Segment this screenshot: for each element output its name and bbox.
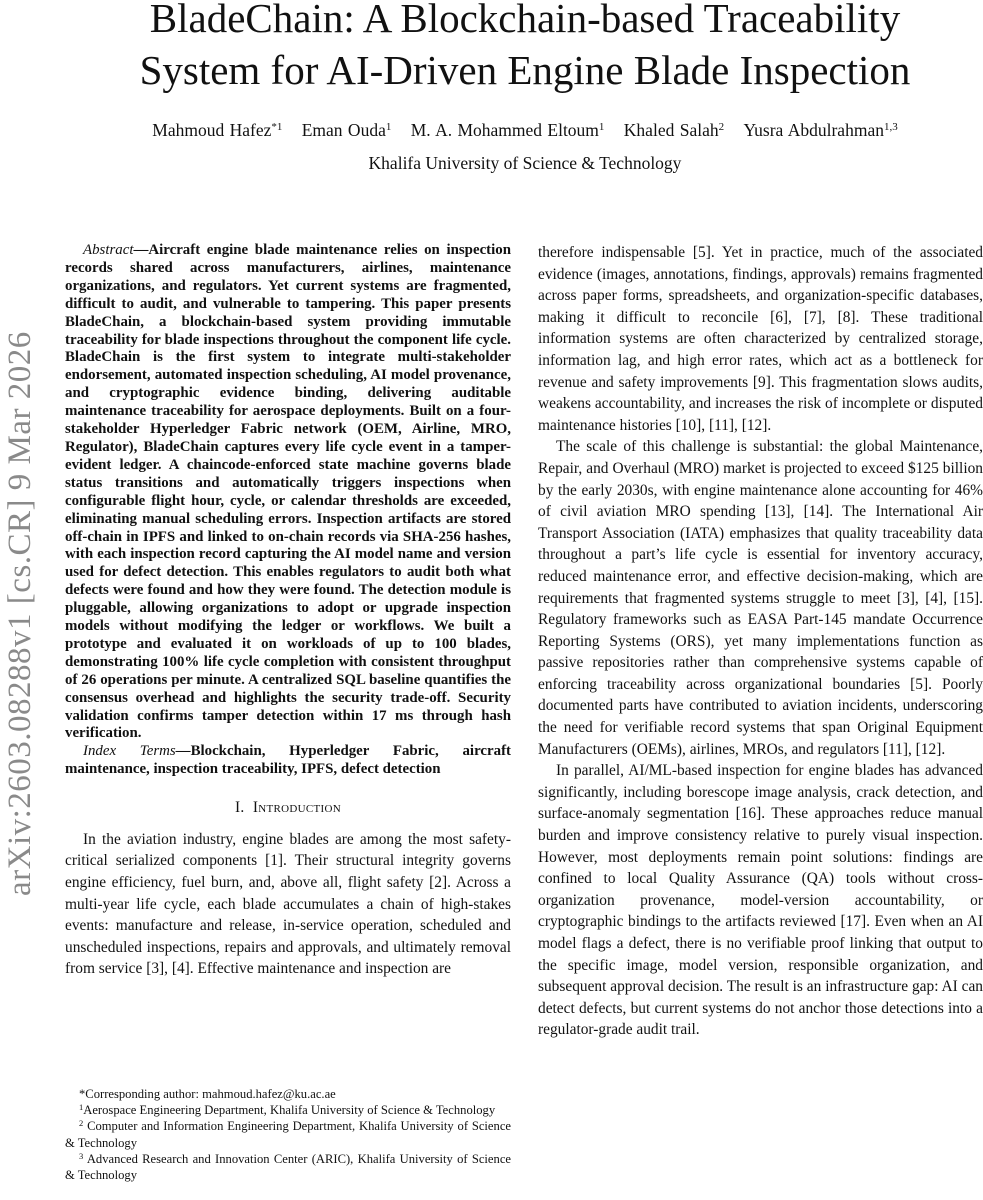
paragraph: therefore indispensable [5]. Yet in practice, much of the associated evidence (images, annotations, findings, approvals) remains fragmented across paper forms, spreadsheets, and organization-specific databases, making it difficult to reconcile [6], [7], [8]. These traditional information systems are often characterized by centralized storage, information lag, and high error rates, which act as a bottleneck for revenue and safety improvements [9]. This fragmentation slows audits, weakens accountability, and increases the risk of incomplete or disputed maintenance histories [10], [11], [12]. (538, 244, 983, 434)
index-terms: Index Terms—Blockchain, Hyperledger Fabric, aircraft maintenance, inspection traceability, IPFS, defect detection (65, 743, 511, 778)
footnote: $^1$Aerospace Engineering Department, Khalifa University of Science & Technology (79, 1102, 496, 1118)
abstract-text: Aircraft engine blade maintenance relies on inspection records shared across manufacturers, airlines, maintenance organizations, and regulators. Yet current systems are fragmented, difficult to audit, and vulnerable to tampering. This paper presents BladeChain, a blockchain-based system providing immutable traceability for blade inspections throughout the component life cycle. BladeChain is the first system to integrate multi-stakeholder endorsement, automated inspection scheduling, AI model provenance, and cryptographic evidence binding, delivering auditable maintenance traceability for aerospace deployments. Built on a four-stakeholder Hyperledger Fabric network (OEM, Airline, MRO, Regulator), BladeChain captures every life cycle event in a tamper-evident ledger. A chaincode-enforced state machine governs blade status transitions and automatically triggers inspections when configurable flight hour, cycle, or calendar thresholds are exceeded, eliminating manual scheduling errors. Inspection artifacts are stored off-chain in IPFS and linked to on-chain records via SHA-256 hashes, with each inspection record capturing the AI model name and version used for defect detection. This enables regulators to audit both what defects were found and how they were found. The detection module is pluggable, allowing organizations to adopt or upgrade inspection models without modifying the ledger or workflows. We built a prototype and evaluated it on workloads of up to 100 blades, demonstrating 100% life cycle completion with consistent throughput of 26 operations per minute. A centralized SQL baseline quantifies the consensus overhead and highlights the security trade-off. Security validation confirms tamper detection within 17 ms through hash verification. (65, 242, 511, 742)
affiliation: Khalifa University of Science & Technology (368, 153, 682, 173)
section-heading-introduction: I. Introduction (234, 799, 342, 817)
abstract: Abstract—Aircraft engine blade maintenance relies on inspection records shared across manufacturers, airlines, maintenance organizations, and regulators. Yet current systems are fragmented, difficult to audit, and vulnerable to tampering. This paper presents BladeChain, a blockchain-based system providing immutable traceability for blade inspections throughout the component life cycle. BladeChain is the first system to integrate multi-stakeholder endorsement, automated inspection scheduling, AI model provenance, and cryptographic evidence binding, delivering auditable maintenance traceability for aerospace deployments. Built on a four-stakeholder Hyperledger Fabric network (OEM, Airline, MRO, Regulator), BladeChain captures every life cycle event in a tamper-evident ledger. A chaincode-enforced state machine governs blade status transitions and automatically triggers inspections when configurable flight hour, cycle, or calendar thresholds are exceeded, eliminating manual scheduling errors. Inspection artifacts are stored off-chain in IPFS and linked to on-chain records via SHA-256 hashes, with each inspection record capturing the AI model name and version used for defect detection. This enables regulators to audit both what defects were found and how they were found. The detection module is pluggable, allowing organizations to adopt or upgrade inspection models without modifying the ledger or workflows. We built a prototype and evaluated it on workloads of up to 100 blades, demonstrating 100% life cycle completion with consistent throughput of 26 operations per minute. A centralized SQL baseline quantifies the consensus overhead and highlights the security trade-off. Security validation confirms tamper detection within 17 ms through hash verification. (65, 242, 511, 742)
paragraph: In parallel, AI/ML-based inspection for engine blades has advanced significantly, including borescope image analysis, crack detection, and surface-anomaly segmentation [16]. These approaches reduce manual burden and improve consistency relative to purely visual inspection. However, most deployments remain point solutions: findings are confined to local Quality Assurance (QA) tools without cross-organization provenance, model-version accountability, or cryptographic bindings to the artifacts reviewed [17]. Even when an AI model flags a defect, there is no verifiable proof linking that output to the specific image, model version, responsible organization, and subsequent approval decision. The result is an infrastructure gap: AI can detect defects, but current systems do not anchor those detections into a regulator-grade audit trail. (538, 762, 983, 1039)
author: Yusra Abdulrahman$^{1,3}$ (743, 120, 898, 140)
paragraph: In the aviation industry, engine blades are among the most safety-critical serialized components [1]. Their structural integrity governs engine efficiency, fuel burn, and, above all, flight safety [2]. Across a multi-year life cycle, each blade accumulates a chain of high-stakes events: manufacture and release, in-service operation, scheduled and unscheduled inspections, repairs and approvals, and ultimately removal from service [3], [4]. Effective maintenance and inspection are (65, 830, 511, 978)
paper-title (0, 0, 983, 96)
title-line-1: BladeChain: A Blockchain-based Traceability (149, 0, 901, 41)
author-list (0, 118, 983, 142)
left-column (65, 242, 511, 980)
index-terms-text: Blockchain, Hyperledger Fabric, aircraft maintenance, inspection traceability, IPFS, defect detection (65, 743, 511, 778)
arxiv-stamp: arXiv:2603.08288v1 [cs.CR] 9 Mar 2026 (2, 331, 38, 896)
author: M. A. Mohammed Eltoum$^1$ (410, 120, 605, 140)
footnote: $^3$ Advanced Research and Innovation Center (ARIC), Khalifa University of Science & Technology (65, 1150, 511, 1183)
author: Eman Ouda$^1$ (301, 120, 392, 140)
right-column (538, 242, 983, 1041)
author: Mahmoud Hafez$^{*1}$ (152, 120, 283, 140)
index-terms-label: Index Terms (83, 743, 176, 760)
footnote: *Corresponding author: mahmoud.hafez@ku.ac.ae (79, 1087, 336, 1101)
footnotes (65, 1086, 511, 1183)
paragraph: The scale of this challenge is substantial: the global Maintenance, Repair, and Overhaul (MRO) market is projected to exceed $125 billion by the early 2030s, with engine maintenance alone accounting for 46% of civil aviation MRO spending [13], [14]. The International Air Transport Association (IATA) emphasizes that quality traceability data throughout a part’s life cycle is essential for inventory accuracy, reduced maintenance error, and effective decision-making, which are requirements that fragmented systems struggle to meet [3], [4], [15]. Regulatory frameworks such as EASA Part-145 mandate Occurrence Reporting Systems (ORS), yet many implementations function as passive repositories rather than comprehensive systems capable of enforcing traceability across organizational boundaries [5]. Poorly documented parts have contributed to aviation incidents, underscoring the need for verifiable record systems that span Original Equipment Manufacturers (OEMs), airlines, MROs, and regulators [11], [12]. (538, 438, 983, 758)
abstract-label: Abstract (83, 242, 134, 258)
footnote: $^2$ Computer and Information Engineering Department, Khalifa University of Science & Technology (65, 1118, 511, 1150)
title-line-2: System for AI-Driven Engine Blade Inspection (139, 47, 911, 93)
author: Khaled Salah$^2$ (623, 120, 725, 140)
